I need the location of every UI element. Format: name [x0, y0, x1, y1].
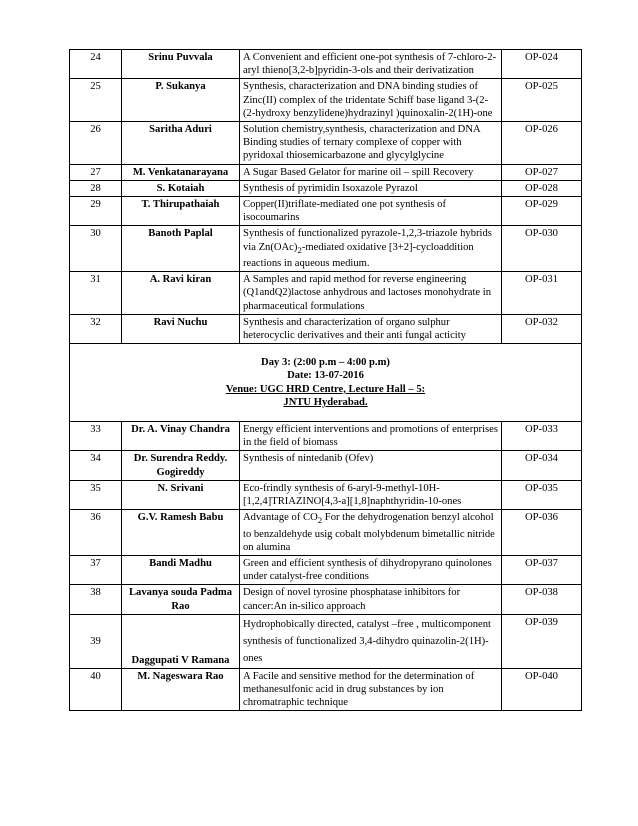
presenter-name: G.V. Ramesh Babu: [122, 510, 240, 556]
row-number: 35: [70, 480, 122, 509]
table-row: [70, 226, 582, 272]
paper-title-part: For the dehydrogenation benzyl alcohol to benzaldehyde usig cobalt molybdenum bimetallic nitride on alumina: [243, 512, 495, 553]
paper-title-part: Synthesis of functionalized pyrazole-1,2,3-triazole hybrids via Zn(OAc): [243, 228, 492, 253]
row-number: 40: [70, 668, 122, 711]
session-date: Date: 13-07-2016: [287, 370, 364, 382]
row-number: 29: [70, 197, 122, 226]
paper-code: OP-026: [502, 122, 582, 165]
row-number: 39: [70, 614, 122, 668]
row-number: 36: [70, 510, 122, 556]
presenter-name: Daggupati V Ramana: [122, 614, 240, 668]
session-location: JNTU Hyderabad.: [283, 396, 368, 408]
paper-code: OP-034: [502, 451, 582, 480]
presenter-name: S. Kotaiah: [122, 180, 240, 196]
paper-title-part: -mediated oxidative [3+2]-cycloaddition reactions in aqueous medium.: [243, 241, 474, 269]
row-number: 31: [70, 272, 122, 315]
paper-code: OP-031: [502, 272, 582, 315]
row-number: 24: [70, 50, 122, 79]
presenter-name: M. Venkatanarayana: [122, 164, 240, 180]
table-row: [70, 421, 582, 450]
table-row: [70, 480, 582, 509]
paper-code: OP-033: [502, 421, 582, 450]
row-number: 30: [70, 226, 122, 272]
paper-title: A Samples and rapid method for reverse engineering (Q1andQ2)lactose anhydrous and lactoses monohydrate in pharmaceutical formulations: [240, 272, 502, 315]
paper-code: OP-030: [502, 226, 582, 272]
row-number: 34: [70, 451, 122, 480]
row-number: 28: [70, 180, 122, 196]
presenter-name: Ravi Nuchu: [122, 314, 240, 343]
subscript: 2: [297, 244, 302, 255]
paper-title: A Facile and sensitive method for the determination of methanesulfonic acid in drug substances by ion chromatraphic technique: [240, 668, 502, 711]
row-number: 32: [70, 314, 122, 343]
paper-title: Eco-frindly synthesis of 6-aryl-9-methyl-10H-[1,2,4]TRIAZINO[4,3-a][1,8]naphthyridin-10-ones: [240, 480, 502, 509]
paper-code: OP-027: [502, 164, 582, 180]
paper-code: OP-025: [502, 79, 582, 122]
row-number: 38: [70, 585, 122, 614]
paper-title: Synthesis and characterization of organo sulphur heterocyclic derivatives and their anti fungal acticity: [240, 314, 502, 343]
paper-title: Design of novel tyrosine phosphatase inhibitors for cancer:An in-silico approach: [240, 585, 502, 614]
paper-title: Hydrophobically directed, catalyst –free , multicomponent synthesis of functionalized 3,4-dihydro quinazolin-2(1H)-ones: [240, 614, 502, 668]
presenter-name: N. Srivani: [122, 480, 240, 509]
table-row: [70, 180, 582, 196]
presenter-name: Saritha Aduri: [122, 122, 240, 165]
row-number: 27: [70, 164, 122, 180]
subscript: 2: [317, 515, 323, 526]
presentation-schedule-table: [69, 49, 582, 711]
paper-title: A Sugar Based Gelator for marine oil – spill Recovery: [240, 164, 502, 180]
paper-code: OP-036: [502, 510, 582, 556]
presenter-name: Lavanya souda Padma Rao: [122, 585, 240, 614]
table-row: [70, 585, 582, 614]
table-row: [70, 314, 582, 343]
paper-title-part: Advantage of CO: [243, 512, 318, 524]
session-day: Day 3: (2:00 p.m – 4:00 p.m): [261, 357, 390, 369]
session-header-row: [70, 344, 582, 422]
table-row: [70, 555, 582, 584]
row-number: 26: [70, 122, 122, 165]
session-venue: Venue: UGC HRD Centre, Lecture Hall – 5:: [225, 383, 426, 395]
presenter-name: Dr. A. Vinay Chandra: [122, 421, 240, 450]
table-row: [70, 50, 582, 79]
paper-title: Synthesis, characterization and DNA binding studies of Zinc(II) complex of the tridentate Schiff base ligand 3-(2-(2-hydroxy benzylidene)hydrazinyl )quinoxalin-2(1H)-one: [240, 79, 502, 122]
presenter-name: Banoth Paplal: [122, 226, 240, 272]
presenter-name: T. Thirupathaiah: [122, 197, 240, 226]
row-number: 25: [70, 79, 122, 122]
paper-code: OP-037: [502, 555, 582, 584]
table-row: [70, 451, 582, 480]
paper-code: OP-038: [502, 585, 582, 614]
row-number: 37: [70, 555, 122, 584]
paper-title: Green and efficient synthesis of dihydropyrano quinolones under catalyst-free conditions: [240, 555, 502, 584]
paper-code: OP-040: [502, 668, 582, 711]
presenter-name: Dr. Surendra Reddy. Gogireddy: [122, 451, 240, 480]
session-header: [70, 344, 582, 422]
paper-title: A Convenient and efficient one-pot synthesis of 7-chloro-2-aryl thieno[3,2-b]pyridin-3-ols and their derivatization: [240, 50, 502, 79]
paper-code: OP-039: [502, 614, 582, 668]
paper-title: Synthesis of nintedanib (Ofev): [240, 451, 502, 480]
paper-code: OP-029: [502, 197, 582, 226]
paper-title: [240, 226, 502, 272]
table-row: [70, 272, 582, 315]
table-row: [70, 197, 582, 226]
table-row: [70, 79, 582, 122]
paper-title: Solution chemistry,synthesis, characterization and DNA Binding studies of ternary complexe of copper with pyridoxal thiosemicarbazone and glycylglycine: [240, 122, 502, 165]
paper-title: Copper(II)triflate-mediated one pot synthesis of isocoumarins: [240, 197, 502, 226]
table-row: [70, 668, 582, 711]
paper-code: OP-035: [502, 480, 582, 509]
paper-code: OP-032: [502, 314, 582, 343]
paper-title: Energy efficient interventions and promotions of enterprises in the field of biomass: [240, 421, 502, 450]
presenter-name: Bandi Madhu: [122, 555, 240, 584]
presenter-name: A. Ravi kiran: [122, 272, 240, 315]
table-row: [70, 164, 582, 180]
presenter-name: P. Sukanya: [122, 79, 240, 122]
paper-code: OP-024: [502, 50, 582, 79]
table-row: [70, 122, 582, 165]
row-number: 33: [70, 421, 122, 450]
paper-title: Synthesis of pyrimidin Isoxazole Pyrazol: [240, 180, 502, 196]
table-row: [70, 510, 582, 556]
presenter-name: M. Nageswara Rao: [122, 668, 240, 711]
table-row: [70, 614, 582, 668]
paper-code: OP-028: [502, 180, 582, 196]
presenter-name: Srinu Puvvala: [122, 50, 240, 79]
paper-title: [240, 510, 502, 556]
